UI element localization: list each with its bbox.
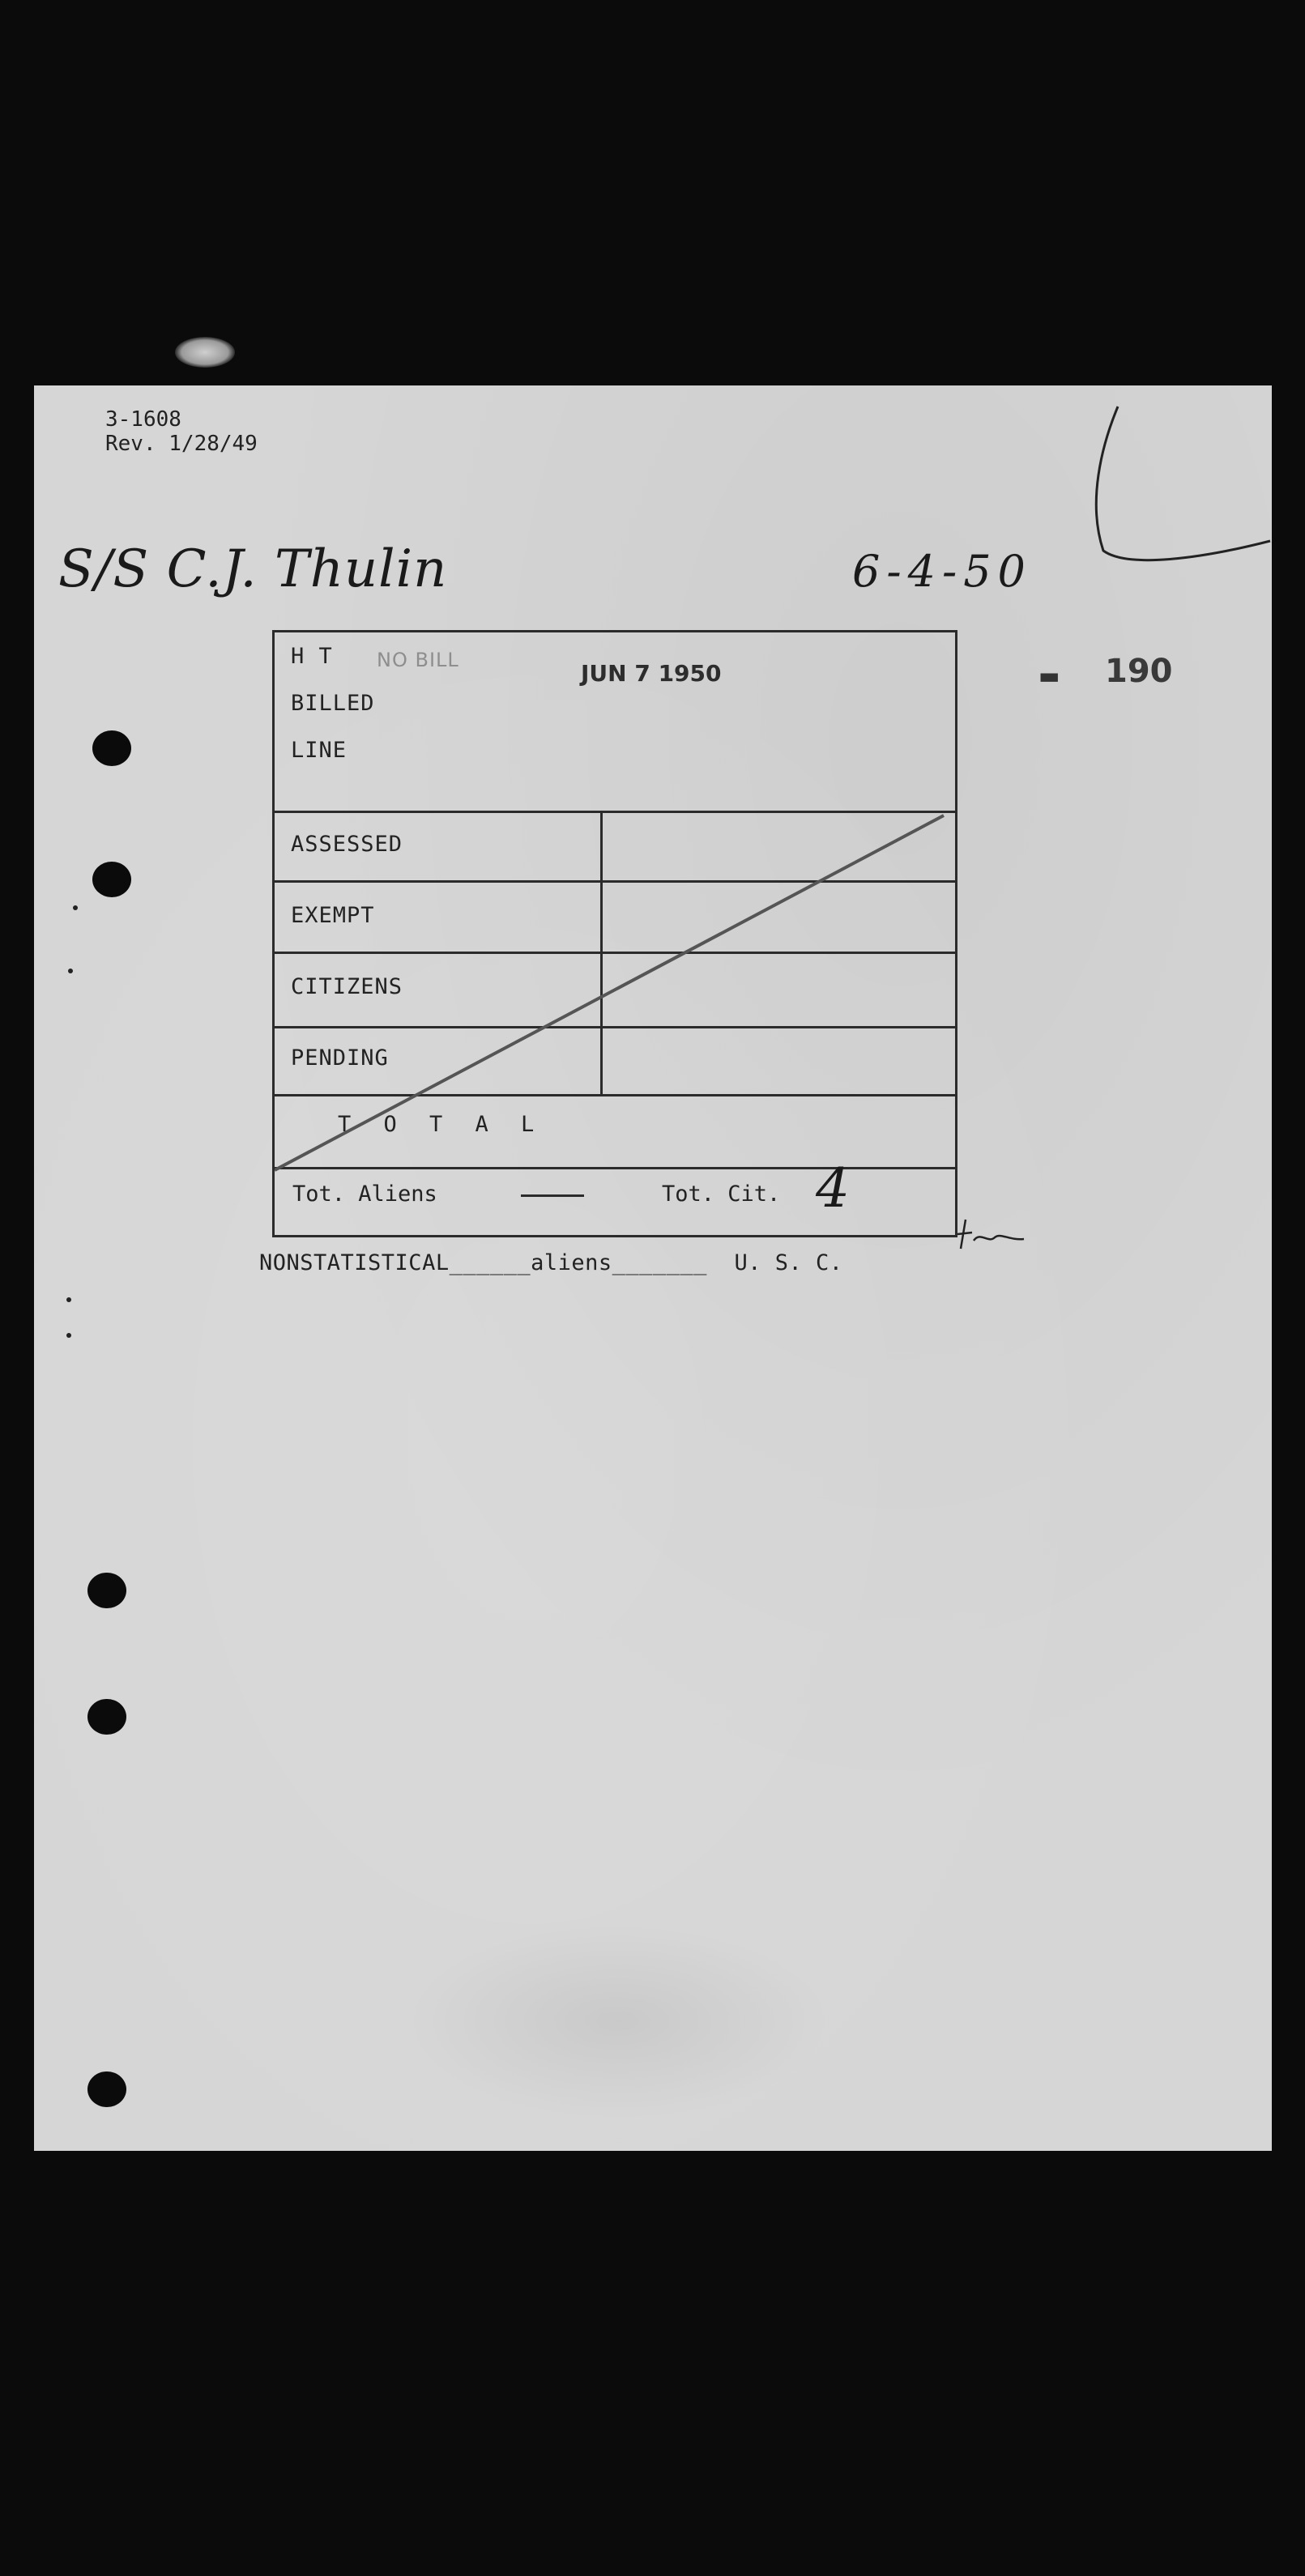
form-number: 3-1608 — [105, 407, 181, 432]
row-label-pending: PENDING — [291, 1045, 389, 1071]
total-label: T O T A L — [338, 1112, 544, 1137]
stamp-dash: ▬ — [1038, 662, 1060, 689]
nonstatistical-line: NONSTATISTICAL______aliens_______ U. S. C. — [259, 1250, 843, 1275]
scan-dot — [73, 905, 78, 910]
header-line-line: LINE — [291, 738, 348, 763]
scan-dot — [66, 1297, 71, 1302]
punch-hole — [92, 730, 131, 766]
header-line-billed: BILLED — [291, 691, 375, 716]
scan-dot — [68, 969, 73, 973]
scan-speck — [175, 337, 235, 368]
punch-hole — [87, 1699, 126, 1735]
tot-cit-handwritten-value: 4 — [816, 1157, 850, 1220]
handwritten-date: 6-4-50 — [852, 546, 1032, 597]
cancel-diagonal-line — [275, 632, 960, 1240]
no-bill-stamp: NO BILL — [377, 649, 459, 671]
handwritten-ship-name: S/S C.J. Thulin — [58, 539, 448, 599]
tot-aliens-label: Tot. Aliens — [292, 1182, 437, 1207]
row-label-assessed: ASSESSED — [291, 832, 403, 857]
document-page — [34, 385, 1272, 2151]
punch-hole — [87, 1573, 126, 1608]
punch-hole — [92, 862, 131, 897]
tot-cit-label: Tot. Cit. — [662, 1182, 781, 1207]
date-stamp: JUN 7 1950 — [581, 660, 722, 687]
form-revision: Rev. 1/28/49 — [105, 432, 258, 456]
handwritten-initials — [956, 1216, 1029, 1257]
punch-hole — [87, 2071, 126, 2107]
stamp-number: 190 — [1105, 653, 1173, 690]
scan-dot — [66, 1333, 71, 1338]
header-line-ht: H T — [291, 644, 333, 669]
handwritten-corner-mark — [1079, 397, 1272, 575]
faint-bleed-through-stamp — [407, 1924, 828, 2118]
row-label-citizens: CITIZENS — [291, 974, 403, 999]
manifest-count-table — [272, 630, 957, 1237]
row-label-exempt: EXEMPT — [291, 903, 375, 928]
